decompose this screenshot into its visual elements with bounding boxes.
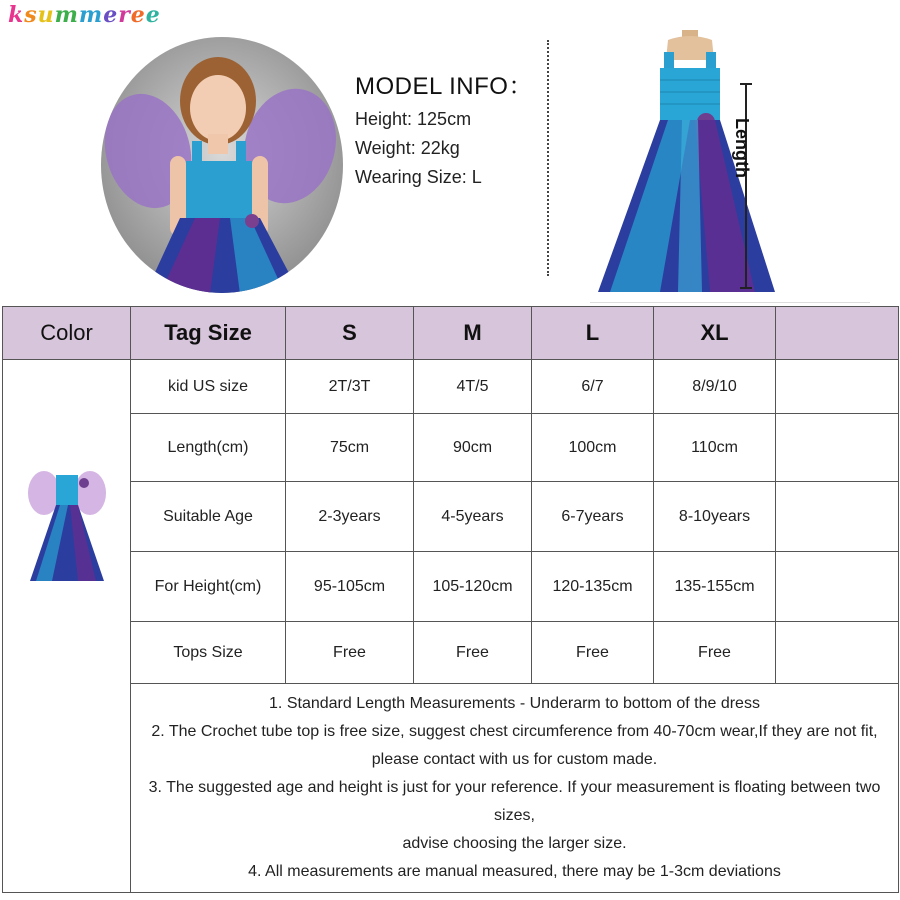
color-swatch-cell — [3, 360, 131, 893]
cell — [776, 414, 899, 482]
cell — [776, 622, 899, 684]
row-label: kid US size — [131, 360, 286, 414]
cell: Free — [286, 622, 414, 684]
cell: Free — [654, 622, 776, 684]
header-size-s: S — [286, 307, 414, 360]
divider-dotted — [547, 40, 549, 276]
note-line: 2. The Crochet tube top is free size, suggest chest circumference from 40-70cm wear,If they are not fit, — [151, 723, 878, 740]
cell: 6-7years — [532, 482, 654, 552]
cell: 4T/5 — [414, 360, 532, 414]
header-size-xl: XL — [654, 307, 776, 360]
model-photo — [100, 36, 345, 294]
table-row — [3, 360, 899, 414]
table-row — [3, 552, 899, 622]
table-row — [3, 622, 899, 684]
cell: 2T/3T — [286, 360, 414, 414]
note-line: please contact with us for custom made. — [371, 751, 658, 768]
model-info — [355, 66, 533, 188]
cell: 95-105cm — [286, 552, 414, 622]
table-row — [3, 414, 899, 482]
cell: 2-3years — [286, 482, 414, 552]
cell: 75cm — [286, 414, 414, 482]
length-label: Length — [732, 118, 752, 178]
cell: 135-155cm — [654, 552, 776, 622]
model-info-title: MODEL INFO： — [355, 73, 533, 100]
cell — [776, 552, 899, 622]
divider-line — [590, 302, 870, 303]
row-label: Suitable Age — [131, 482, 286, 552]
notes-cell — [131, 684, 899, 893]
cell: 6/7 — [532, 360, 654, 414]
cell: 110cm — [654, 414, 776, 482]
header-tag-size: Tag Size — [131, 307, 286, 360]
note-line: 4. All measurements are manual measured, there may be 1-3cm deviations — [248, 863, 781, 880]
row-label: For Height(cm) — [131, 552, 286, 622]
cell: 8/9/10 — [654, 360, 776, 414]
dress-photo — [590, 30, 790, 298]
cell: 105-120cm — [414, 552, 532, 622]
model-weight: Weight: 22kg — [355, 138, 460, 158]
cell: Free — [414, 622, 532, 684]
cell: 100cm — [532, 414, 654, 482]
cell: 90cm — [414, 414, 532, 482]
length-arrow — [740, 80, 752, 292]
dress-thumbnail — [22, 465, 112, 585]
header-size-m: M — [414, 307, 532, 360]
brand-logo: ksummeree — [8, 2, 161, 28]
model-height: Height: 125cm — [355, 109, 472, 129]
row-label: Tops Size — [131, 622, 286, 684]
header-color: Color — [3, 307, 131, 360]
note-line: 3. The suggested age and height is just for your reference. If your measurement is floating between two sizes, — [148, 779, 881, 824]
model-wearing-size: Wearing Size: L — [355, 167, 482, 187]
cell — [776, 482, 899, 552]
cell: Free — [532, 622, 654, 684]
cell — [776, 360, 899, 414]
size-chart-table — [2, 306, 899, 893]
note-line: advise choosing the larger size. — [402, 835, 627, 852]
cell: 4-5years — [414, 482, 532, 552]
table-header-row — [3, 307, 899, 360]
row-label: Length(cm) — [131, 414, 286, 482]
table-row — [3, 482, 899, 552]
notes-row — [3, 684, 899, 893]
header-blank — [776, 307, 899, 360]
cell: 8-10years — [654, 482, 776, 552]
header-size-l: L — [532, 307, 654, 360]
cell: 120-135cm — [532, 552, 654, 622]
note-line: 1. Standard Length Measurements - Underarm to bottom of the dress — [269, 695, 760, 712]
